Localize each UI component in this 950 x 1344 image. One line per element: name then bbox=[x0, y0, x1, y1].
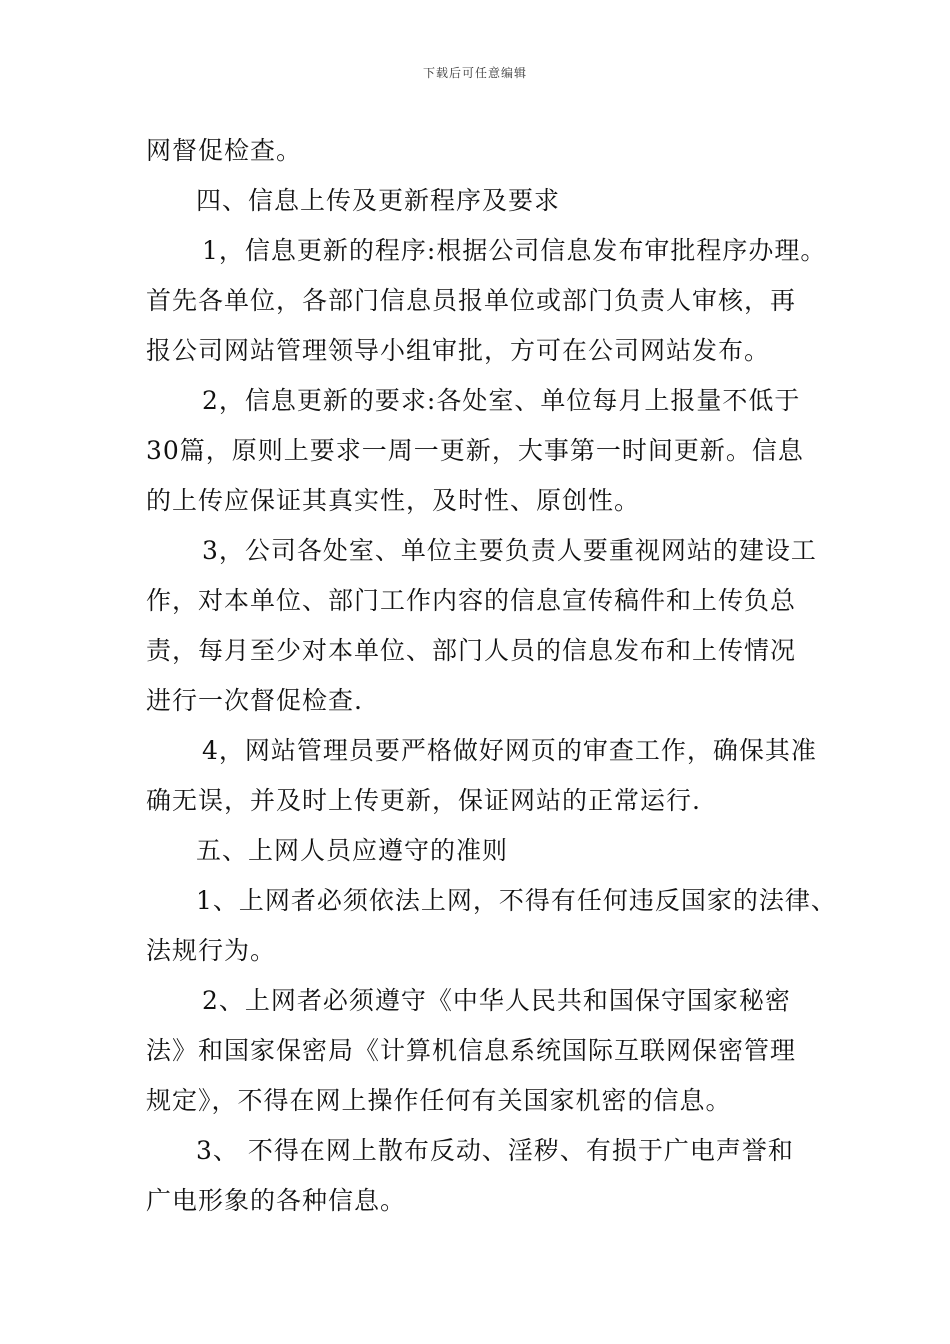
text-line: 责，每月至少对本单位、部门人员的信息发布和上传情况 bbox=[146, 636, 797, 665]
text-line: 确无误，并及时上传更新，保证网站的正常运行. bbox=[146, 786, 701, 815]
text-line: 网督促检查。 bbox=[146, 136, 303, 165]
document-body bbox=[146, 126, 837, 1226]
text-line: 作，对本单位、部门工作内容的信息宣传稿件和上传负总 bbox=[146, 586, 797, 615]
text-line: 1，信息更新的程序:根据公司信息发布审批程序办理。 bbox=[202, 236, 827, 265]
text-line: 规定》，不得在网上操作任何有关国家机密的信息。 bbox=[146, 1086, 732, 1115]
text-line: 4，网站管理员要严格做好网页的审查工作，确保其准 bbox=[202, 736, 817, 765]
text-line: 3，公司各处室、单位主要负责人要重视网站的建设工 bbox=[202, 536, 817, 565]
page-header: 下载后可任意编辑 bbox=[422, 66, 527, 80]
text-line: 广电形象的各种信息。 bbox=[146, 1186, 407, 1215]
text-line: 首先各单位，各部门信息员报单位或部门负责人审核，再 bbox=[146, 286, 797, 315]
text-line: 法规行为。 bbox=[146, 936, 277, 965]
text-line: 进行一次督促检查. bbox=[146, 686, 363, 715]
text-line: 1、上网者必须依法上网，不得有任何违反国家的法律、 bbox=[196, 886, 837, 915]
text-line: 的上传应保证其真实性，及时性、原创性。 bbox=[146, 486, 641, 515]
text-line: 报公司网站管理领导小组审批，方可在公司网站发布。 bbox=[146, 336, 771, 365]
text-line: 2、上网者必须遵守《中华人民共和国保守国家秘密 bbox=[202, 986, 791, 1015]
section-heading-5: 五、上网人员应遵守的准则 bbox=[196, 836, 509, 865]
text-line: 法》和国家保密局《计算机信息系统国际互联网保密管理 bbox=[146, 1036, 797, 1065]
text-line: 2，信息更新的要求:各处室、单位每月上报量不低于 bbox=[202, 386, 801, 415]
text-line: 30篇，原则上要求一周一更新，大事第一时间更新。信息 bbox=[146, 436, 804, 465]
section-heading-4: 四、信息上传及更新程序及要求 bbox=[196, 186, 561, 215]
text-line: 3、 不得在网上散布反动、淫秽、有损于广电声誉和 bbox=[196, 1136, 794, 1165]
